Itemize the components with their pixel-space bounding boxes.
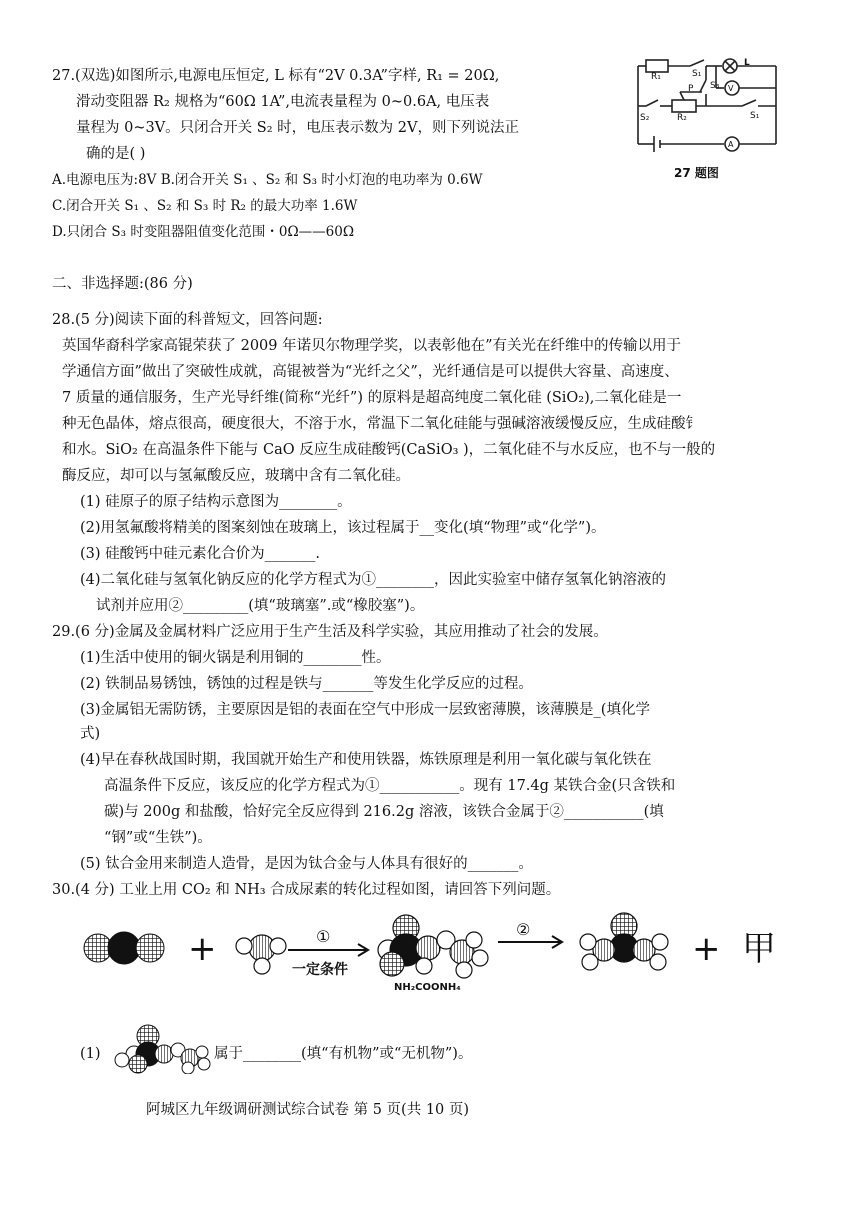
condition-label: 一定条件 (292, 962, 348, 978)
q28-sub-2: (2)用氢氟酸将精美的图案刻蚀在玻璃上，该过程属于__变化(填“物理”或“化学”)。 (80, 520, 606, 536)
q29-sub-1: (1)生活中使用的铜火锅是利用铜的________性。 (80, 650, 391, 666)
plus-sign-1: + (188, 929, 217, 969)
q28-sub-4: (4)二氧化硅与氢氧化钠反应的化学方程式为①________，因此实验室中储存氢氧化钠溶液的 (80, 572, 667, 588)
q27-circuit-figure (632, 58, 782, 178)
label-a: A (728, 140, 734, 149)
label-s1: S₁ (750, 111, 760, 121)
q30-reaction-diagram (76, 910, 796, 1010)
step-1-label: ① (316, 927, 331, 946)
q28-sub-4-cont: 试剂并应用②_________(填“玻璃塞”.或“橡胶塞”)。 (96, 598, 425, 614)
urea-molecule (580, 913, 668, 970)
q29-sub-3-cont: 式) (80, 726, 101, 742)
q30-sub-1-molecule (104, 1024, 212, 1074)
co2-molecule (84, 932, 164, 964)
q28-line-5: 种无色晶体，熔点很高，硬度很大，不溶于水，常温下二氧化硅能与强碱溶液缓慢反应，生成硅酸钅 (62, 416, 700, 432)
product-jia: 甲 (742, 929, 776, 969)
q27-option-a-b: A.电源电压为:8V B.闭合开关 S₁ 、S₂ 和 S₃ 时小灯泡的电功率为 0.6W (52, 172, 483, 188)
q27-line-3: 量程为 0~3V。只闭合开关 S₂ 时，电压表示数为 2V，则下列说法正 (76, 120, 519, 136)
q29-sub-4: (4)早在春秋战国时期，我国就开始生产和使用铁器，炼铁原理是利用一氧化碳与氧化铁在 (80, 752, 652, 768)
q28-sub-1: (1) 硅原子的原子结构示意图为________。 (80, 494, 352, 510)
q29-sub-2: (2) 铁制品易锈蚀，锈蚀的过程是铁与_______等发生化学反应的过程。 (80, 676, 533, 692)
q28-line-3: 学通信方面”做出了突破性成就，高锟被誉为“光纤之父”，光纤通信是可以提供大容量、高速度、 (62, 364, 679, 380)
figure-caption: 27 题图 (674, 166, 719, 180)
label-p: P (688, 84, 694, 94)
label-s2: S₂ (640, 113, 650, 123)
q29-sub-4-line-3: 碳)与 200g 和盐酸，恰好完全反应得到 216.2g 溶液，该铁合金属于②___________(填 (104, 804, 664, 820)
q28-line-2: 英国华裔科学家高锟荣获了 2009 年诺贝尔物理学奖，以表彰他在”有关光在纤维中的传输以用于 (62, 338, 682, 354)
q27-option-c: C.闭合开关 S₁ 、S₂ 和 S₃ 时 R₂ 的最大功率 1.6W (52, 198, 358, 214)
q28-sub-3: (3) 硅酸钙中硅元素化合价为_______. (80, 546, 321, 562)
q27-line-2: 滑动变阻器 R₂ 规格为“60Ω 1A”,电流表量程为 0~0.6A, 电压表 (76, 94, 490, 110)
label-v: V (728, 84, 734, 93)
q27-option-d: D.只闭合 S₃ 时变阻器阻值变化范围・0Ω——60Ω (52, 224, 355, 240)
q27-line-4: 确的是( ) (86, 146, 146, 162)
q28-line-7: 酶反应，却可以与氢氟酸反应，玻璃中含有二氧化硅。 (62, 468, 410, 484)
ammonium-carbamate-molecule (378, 915, 488, 978)
q28-line-4: 7 质量的通信服务，生产光导纤维(简称“光纤”) 的原料是超高纯度二氧化硅 (SiO₂),二氧化硅是一 (62, 390, 682, 406)
q27-line-1: 27.(双选)如图所示,电源电压恒定, L 标有“2V 0.3A”字样, R₁ = 20Ω, (52, 68, 500, 84)
formula-label: NH₂COONH₄ (394, 982, 461, 993)
label-r1: R₁ (651, 72, 661, 82)
q29-sub-4-line-2: 高温条件下反应，该反应的化学方程式为①___________。现有 17.4g 某铁合金(只含铁和 (104, 778, 676, 794)
q28-line-6: 和水。SiO₂ 在高温条件下能与 CaO 反应生成硅酸钙(CaSiO₃ )，二氧化硅不与水反应，也不与一般的 (62, 442, 716, 458)
label-r2: R₂ (677, 113, 687, 123)
q29-sub-3: (3)金属铝无需防锈，主要原因是铝的表面在空气中形成一层致密薄膜，该薄膜是_(填化学 (80, 702, 650, 718)
q30-sub-1-prefix: (1) (80, 1046, 101, 1062)
page-footer: 阿城区九年级调研测试综合试卷 第 5 页(共 10 页) (146, 1102, 470, 1118)
plus-sign-2: + (692, 929, 721, 969)
label-l: L (744, 58, 750, 68)
label-s3: S₃ (710, 81, 720, 91)
step-2-label: ② (516, 920, 531, 939)
nh3-molecule (236, 935, 286, 974)
q28-line-1: 28.(5 分)阅读下面的科普短文，回答问题: (52, 312, 323, 328)
q29-sub-5: (5) 钛合金用来制造人造骨，是因为钛合金与人体具有很好的_______。 (80, 856, 533, 872)
section-title: 二、非选择题:(86 分) (52, 276, 193, 292)
q30-sub-1-text: 属于________(填“有机物”或“无机物”)。 (214, 1046, 473, 1062)
label-s1-top: S₁ (692, 69, 702, 79)
q29-sub-4-line-4: “钢”或“生铁”)。 (104, 830, 212, 846)
q30-line-1: 30.(4 分) 工业上用 CO₂ 和 NH₃ 合成尿素的转化过程如图，请回答下列问题。 (52, 882, 561, 898)
q29-line-1: 29.(6 分)金属及金属材料广泛应用于生产生活及科学实验，其应用推动了社会的发展。 (52, 624, 608, 640)
